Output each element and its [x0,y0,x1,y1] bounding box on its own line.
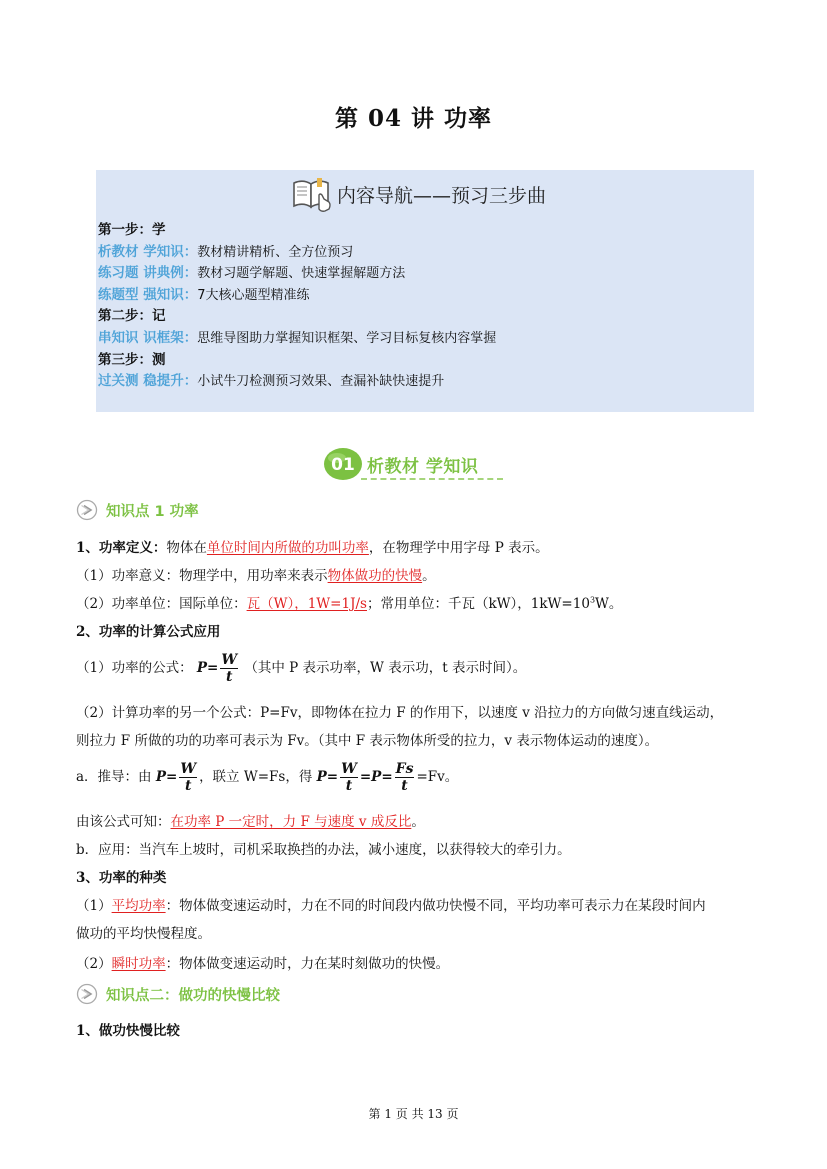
text: =Fv。 [416,769,459,785]
text: ：物体做变速运动时，力在某时刻做功的快慢。 [165,956,450,972]
fraction [395,761,415,794]
nav-item-desc: 小试牛刀检测预习效果、查漏补缺快速提升 [197,374,445,390]
highlight-text: 平均功率 [111,898,166,914]
nav-item [98,285,496,307]
paragraph [76,536,549,556]
numerator: W [180,761,197,777]
text: 。 [411,814,425,830]
text: （1）功率意义：物理学中，用功率来表示 [76,568,328,584]
nav-item-key: 过关测 稳提升： [98,373,198,390]
highlight-text: 瓦（W），1W=1J/s [246,596,367,612]
denominator: t [401,778,408,794]
text: （2）功率单位：国际单位： [76,596,247,612]
paragraph: b．应用：当汽车上坡时，司机采取换挡的办法，减小速度，以获得较大的牵引力。 [76,842,571,858]
paragraph: （2）计算功率的另一个公式：P=Fv，即物体在拉力 F 的作用下，以速度 v 沿拉力的方向做匀速直线运动， [76,705,724,721]
nav-item-key: 析教材 学知识： [98,243,198,260]
fraction [340,761,358,794]
page-title: 第 04 讲 功率 [334,105,493,132]
play-circle-icon [76,499,98,521]
nav-item-key: 练题型 强知识： [98,286,198,303]
nav-item [98,242,496,264]
paragraph [76,564,436,584]
text: ，联立 W=Fs，得 [199,769,313,785]
nav-item-desc: 思维导图助力掌握知识框架、学习目标复核内容掌握 [197,330,497,346]
numerator: W [341,761,357,777]
highlight-text: 单位时间内所做的功叫功率 [206,540,369,556]
nav-item-key: 练习题 讲典例： [98,265,198,282]
nav-item [98,263,496,285]
nav-item-desc: 教材习题学解题、快速掌握解题方法 [197,266,406,282]
nav-heading-text: 内容导航——预习三步曲 [337,184,547,207]
text: 。 [422,568,436,584]
nav-step-3: 第三步：测 [98,351,166,368]
denominator: t [345,778,353,794]
nav-item [98,328,496,350]
text: ，在物理学中用字母 P 表示。 [368,540,549,556]
text: ：物体做变速运动时，力在不同的时间段内做功快慢不同，平均功率可表示力在某段时间内 [165,898,706,914]
numerator: W [221,652,238,668]
text: W。 [595,596,623,612]
play-circle-icon [76,983,98,1005]
section-heading: 3、功率的种类 [76,870,167,886]
section-underline [361,478,503,480]
nav-step-1: 第一步：学 [98,222,166,238]
knowledge-point-2-heading [76,982,280,1006]
section-number: 01 [331,455,355,475]
knowledge-point-2-title: 知识点二：做功的快慢比较 [106,987,280,1004]
superscript: 3 [589,595,596,605]
knowledge-point-1-title: 知识点 1 功率 [106,503,199,520]
text: （1） [76,898,112,914]
highlight-text: 瞬时功率 [111,956,166,972]
text: （1）功率的公式： [76,660,193,676]
fraction [179,761,197,794]
book-pointer-icon [291,175,335,213]
fraction [220,652,238,685]
leaf-badge-icon [323,446,363,482]
text: a．推导：由 [76,769,152,785]
paragraph [76,894,706,914]
paragraph [76,810,425,830]
text: 由该公式可知： [76,814,171,830]
power-formula: P= $\frac{W}{t}$ [196,652,238,685]
nav-step-2: 第二步：记 [98,308,166,325]
denominator: t [225,669,233,685]
formula-symbol: P [316,769,327,785]
knowledge-point-1-heading [76,498,199,522]
section-number-badge [323,446,363,482]
formula-symbol: P [371,769,382,785]
nav-item-key: 串知识 识框架： [98,329,198,346]
nav-heading [291,176,546,212]
derived-formula: P= $\frac{W}{t}$ =P= $\frac{Fs}{t}$ [316,761,414,794]
text: ；常用单位：千瓦（kW），1kW=10 [366,596,590,612]
nav-item-desc: 教材精讲精析、全方位预习 [197,244,354,260]
formula-symbol: P [155,769,167,785]
section-heading: 2、功率的计算公式应用 [76,624,221,640]
paragraph [76,592,622,612]
paragraph: 则拉力 F 所做的功的功率可表示为 Fv。（其中 F 表示物体所受的拉力，v 表示物体运动的速度）。 [76,733,659,749]
section-label: 析教材 学知识 [367,456,479,477]
highlight-text: 在功率 P 一定时，力 F 与速度 v 成反比 [170,814,412,830]
content-navigation-box [96,170,754,412]
paragraph: 做功的平均快慢程度。 [76,926,211,942]
numerator: Fs [395,761,414,777]
text: （2） [76,956,112,972]
paragraph-formula [76,652,526,685]
heading-text: 1、功率定义： [76,540,167,556]
page-footer: 第 1 页 共 13 页 [368,1107,459,1121]
highlight-text: 物体做功的快慢 [327,568,423,584]
nav-item [98,371,496,393]
paragraph-formula [76,761,458,794]
formula-symbol: P [196,660,208,676]
power-formula: P= $\frac{W}{t}$ [155,761,197,794]
text: 物体在 [166,540,207,556]
section-heading: 1、做功快慢比较 [76,1023,180,1039]
denominator: t [184,778,192,794]
text: （其中 P 表示功率，W 表示功，t 表示时间）。 [244,660,527,676]
paragraph [76,952,449,972]
nav-item-desc: 7大核心题型精准练 [197,287,310,303]
nav-list [98,220,496,393]
